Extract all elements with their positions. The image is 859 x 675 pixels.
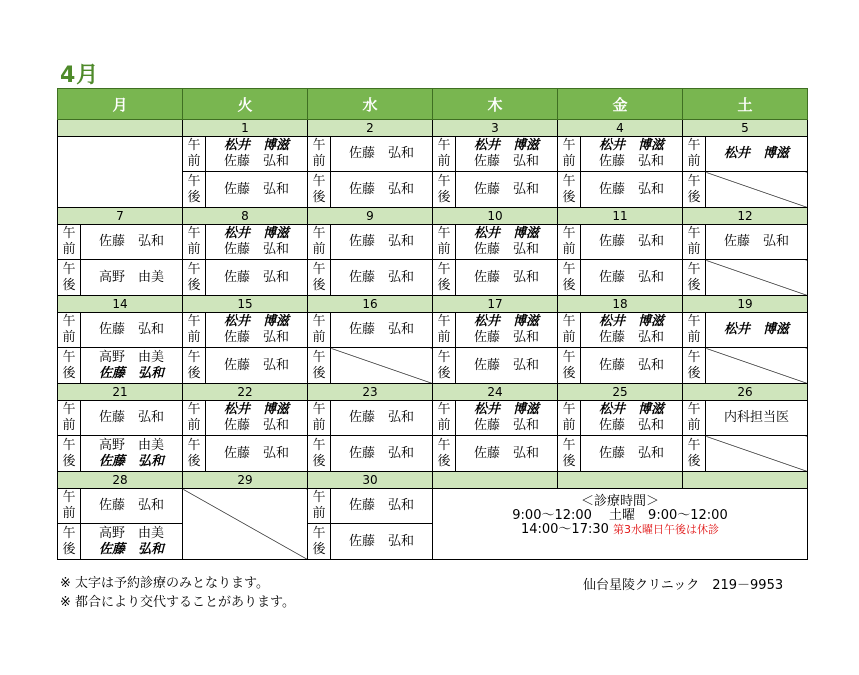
schedule-cell: 佐藤 弘和 — [331, 313, 433, 348]
hours-line2-time: 14:00～17:30 — [520, 522, 609, 537]
schedule-cell: 松井 博滋 佐藤 弘和 — [456, 401, 558, 436]
am-label: 午 前 — [433, 313, 456, 348]
date-row — [58, 296, 808, 313]
schedule-cell: 松井 博滋 佐藤 弘和 — [581, 313, 683, 348]
schedule-cell: 佐藤 弘和 — [456, 260, 558, 296]
clinic-hours-box — [433, 489, 808, 560]
pm-label: 午 後 — [683, 348, 706, 384]
am-row — [58, 137, 808, 172]
closed-cell — [331, 348, 433, 384]
date-cell: 18 — [558, 296, 683, 313]
pm-label: 午 後 — [558, 348, 581, 384]
schedule-cell: 内科担当医 — [706, 401, 808, 436]
schedule-cell: 佐藤 弘和 — [331, 401, 433, 436]
pm-label: 午 後 — [308, 172, 331, 208]
schedule-cell: 佐藤 弘和 — [331, 260, 433, 296]
schedule-cell: 佐藤 弘和 — [331, 436, 433, 472]
date-cell: 21 — [58, 384, 183, 401]
schedule-cell: 松井 博滋 佐藤 弘和 — [456, 225, 558, 260]
schedule-cell: 佐藤 弘和 — [331, 137, 433, 172]
pm-label: 午 後 — [183, 348, 206, 384]
schedule-cell: 佐藤 弘和 — [81, 225, 183, 260]
am-label: 午 前 — [58, 225, 81, 260]
date-row — [58, 208, 808, 225]
schedule-cell: 松井 博滋 佐藤 弘和 — [581, 401, 683, 436]
date-cell: 28 — [58, 472, 183, 489]
schedule-cell: 佐藤 弘和 — [581, 260, 683, 296]
schedule-cell: 高野 由美 佐藤 弘和 — [81, 436, 183, 472]
pm-row — [58, 348, 808, 384]
am-label: 午 前 — [183, 401, 206, 436]
hours-holiday-note: 第3水曜日午後は休診 — [613, 523, 720, 536]
date-cell — [58, 120, 183, 137]
pm-label: 午 後 — [558, 436, 581, 472]
date-cell: 3 — [433, 120, 558, 137]
schedule-cell: 松井 博滋 — [706, 313, 808, 348]
date-cell: 17 — [433, 296, 558, 313]
date-cell: 22 — [183, 384, 308, 401]
am-label: 午 前 — [183, 137, 206, 172]
am-row — [58, 313, 808, 348]
date-cell: 5 — [683, 120, 808, 137]
date-cell: 7 — [58, 208, 183, 225]
weekday-header-row — [58, 89, 808, 120]
am-row — [58, 225, 808, 260]
pm-label: 午 後 — [433, 436, 456, 472]
am-label: 午 前 — [558, 401, 581, 436]
am-label: 午 前 — [433, 225, 456, 260]
date-cell: 26 — [683, 384, 808, 401]
pm-label: 午 後 — [433, 172, 456, 208]
date-cell: 16 — [308, 296, 433, 313]
schedule-cell: 松井 博滋 佐藤 弘和 — [206, 225, 308, 260]
schedule-cell: 佐藤 弘和 — [81, 313, 183, 348]
pm-label: 午 後 — [308, 524, 331, 560]
date-cell: 2 — [308, 120, 433, 137]
schedule-cell: 佐藤 弘和 — [81, 401, 183, 436]
schedule-cell: 松井 博滋 佐藤 弘和 — [581, 137, 683, 172]
date-cell: 23 — [308, 384, 433, 401]
schedule-cell: 松井 博滋 佐藤 弘和 — [206, 401, 308, 436]
pm-label: 午 後 — [558, 260, 581, 296]
footnotes — [60, 574, 295, 612]
schedule-cell: 佐藤 弘和 — [206, 172, 308, 208]
date-cell: 11 — [558, 208, 683, 225]
schedule-cell: 佐藤 弘和 — [206, 348, 308, 384]
schedule-cell: 佐藤 弘和 — [581, 348, 683, 384]
date-cell — [433, 472, 558, 489]
pm-label: 午 後 — [558, 172, 581, 208]
schedule-cell: 松井 博滋 佐藤 弘和 — [456, 313, 558, 348]
date-cell — [683, 472, 808, 489]
weekday-sat: 土 — [683, 89, 808, 120]
am-label: 午 前 — [183, 225, 206, 260]
schedule-cell: 高野 由美 佐藤 弘和 — [81, 348, 183, 384]
pm-label: 午 後 — [58, 348, 81, 384]
schedule-cell: 佐藤 弘和 — [331, 524, 433, 560]
pm-label: 午 後 — [308, 260, 331, 296]
date-cell: 8 — [183, 208, 308, 225]
pm-label: 午 後 — [683, 260, 706, 296]
footnote-substitute: ※ 都合により交代することがあります。 — [60, 595, 295, 610]
pm-row — [58, 260, 808, 296]
schedule-cell: 佐藤 弘和 — [206, 260, 308, 296]
weekday-fri: 金 — [558, 89, 683, 120]
schedule-cell: 佐藤 弘和 — [456, 172, 558, 208]
schedule-cell: 松井 博滋 佐藤 弘和 — [456, 137, 558, 172]
closed-cell — [706, 436, 808, 472]
am-row — [58, 401, 808, 436]
schedule-cell: 高野 由美 佐藤 弘和 — [81, 524, 183, 560]
am-label: 午 前 — [308, 225, 331, 260]
schedule-cell: 佐藤 弘和 — [581, 225, 683, 260]
schedule-cell: 佐藤 弘和 — [581, 436, 683, 472]
date-cell: 19 — [683, 296, 808, 313]
date-row — [58, 120, 808, 137]
closed-cell — [183, 489, 308, 560]
date-cell: 10 — [433, 208, 558, 225]
schedule-cell: 佐藤 弘和 — [706, 225, 808, 260]
am-label: 午 前 — [58, 313, 81, 348]
am-label: 午 前 — [683, 313, 706, 348]
pm-label: 午 後 — [308, 436, 331, 472]
schedule-cell: 佐藤 弘和 — [456, 436, 558, 472]
schedule-cell: 松井 博滋 — [706, 137, 808, 172]
pm-label: 午 後 — [183, 260, 206, 296]
date-cell: 1 — [183, 120, 308, 137]
am-label: 午 前 — [683, 401, 706, 436]
schedule-cell: 佐藤 弘和 — [81, 489, 183, 524]
weekday-wed: 水 — [308, 89, 433, 120]
pm-label: 午 後 — [683, 172, 706, 208]
date-cell — [558, 472, 683, 489]
pm-label: 午 後 — [308, 348, 331, 384]
pm-label: 午 後 — [433, 260, 456, 296]
weekday-thu: 木 — [433, 89, 558, 120]
schedule-cell: 佐藤 弘和 — [581, 172, 683, 208]
am-label: 午 前 — [308, 489, 331, 524]
am-label: 午 前 — [433, 401, 456, 436]
schedule-cell: 佐藤 弘和 — [331, 489, 433, 524]
weekday-tue: 火 — [183, 89, 308, 120]
schedule-cell: 高野 由美 — [81, 260, 183, 296]
schedule-cell: 佐藤 弘和 — [206, 436, 308, 472]
pm-label: 午 後 — [183, 172, 206, 208]
date-cell: 29 — [183, 472, 308, 489]
date-cell: 25 — [558, 384, 683, 401]
hours-heading: ＜診療時間＞ — [580, 494, 659, 509]
pm-label: 午 後 — [58, 524, 81, 560]
schedule-cell: 松井 博滋 佐藤 弘和 — [206, 137, 308, 172]
am-label: 午 前 — [683, 225, 706, 260]
closed-cell — [706, 172, 808, 208]
pm-label: 午 後 — [683, 436, 706, 472]
schedule-cell: 佐藤 弘和 — [456, 348, 558, 384]
date-cell: 4 — [558, 120, 683, 137]
pm-label: 午 後 — [183, 436, 206, 472]
date-cell: 12 — [683, 208, 808, 225]
am-label: 午 前 — [308, 401, 331, 436]
closed-cell — [706, 260, 808, 296]
date-row — [58, 384, 808, 401]
date-cell: 24 — [433, 384, 558, 401]
am-label: 午 前 — [433, 137, 456, 172]
am-label: 午 前 — [308, 313, 331, 348]
month-title: 4月 — [60, 63, 100, 88]
date-cell: 30 — [308, 472, 433, 489]
date-cell: 15 — [183, 296, 308, 313]
pm-row — [58, 436, 808, 472]
am-label: 午 前 — [58, 489, 81, 524]
schedule-cell: 佐藤 弘和 — [331, 172, 433, 208]
am-label: 午 前 — [558, 313, 581, 348]
pm-label: 午 後 — [58, 260, 81, 296]
hours-line1: 9:00～12:00 土曜 9:00～12:00 — [512, 508, 728, 523]
am-label: 午 前 — [683, 137, 706, 172]
date-row — [58, 472, 808, 489]
am-label: 午 前 — [183, 313, 206, 348]
pm-label: 午 後 — [433, 348, 456, 384]
date-cell: 9 — [308, 208, 433, 225]
schedule-table — [57, 88, 808, 560]
empty-cell — [58, 137, 183, 208]
am-label: 午 前 — [58, 401, 81, 436]
date-cell: 14 — [58, 296, 183, 313]
closed-cell — [706, 348, 808, 384]
pm-label: 午 後 — [58, 436, 81, 472]
schedule-cell: 佐藤 弘和 — [331, 225, 433, 260]
am-row — [58, 489, 808, 524]
am-label: 午 前 — [558, 225, 581, 260]
clinic-name-phone: 仙台星陵クリニック 219－9953 — [583, 578, 784, 593]
schedule-cell: 松井 博滋 佐藤 弘和 — [206, 313, 308, 348]
weekday-mon: 月 — [58, 89, 183, 120]
am-label: 午 前 — [558, 137, 581, 172]
footnote-bold: ※ 太字は予約診療のみとなります。 — [60, 576, 269, 591]
am-label: 午 前 — [308, 137, 331, 172]
